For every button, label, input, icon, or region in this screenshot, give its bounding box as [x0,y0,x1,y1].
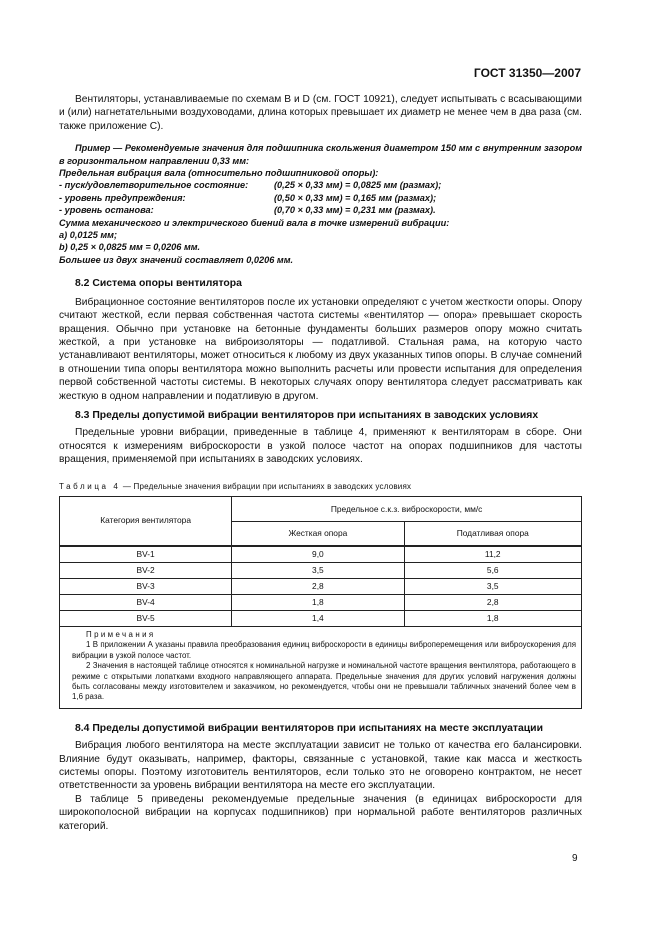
example-shaft-limit: Предельная вибрация вала (относительно подшипниковой опоры): [59,168,379,179]
example-title: Пример — Рекомендуемые значения для подшипника скольжения диаметром 150 мм с внутренним зазором в горизонтальном направлении 0,33 мм: [59,143,582,166]
note-number: 2 [86,661,91,671]
notes-title: Примечания [86,629,156,639]
example-row-value: (0,50 × 0,33 мм) = 0,165 мм (размах); [274,192,437,203]
cell-rigid: 1,8 [232,594,404,610]
cell-category: BV-3 [60,578,232,594]
cell-flexible: 2,8 [404,594,582,610]
cell-category: BV-4 [60,594,232,610]
section-text-8-4-a: Вибрация любого вентилятора на месте эксплуатации зависит не только от качества его балансировки. Влияние будут оказывать, например, факторы, связанные с установкой, такие как масса и жесткость системы опоры. Поэтому изготовитель вентиляторов, если только это не оговорено контрактом, не несет ответственности за уровень вибрации вентилятора на месте его эксплуатации. [59,740,582,792]
example-result: Большее из двух значений составляет 0,0206 мм. [59,254,294,265]
table-header-group: Предельное с.к.з. виброскорости, мм/с [232,496,582,522]
cell-rigid: 9,0 [232,546,404,563]
table-header-flexible: Податливая опора [404,522,582,546]
example-row-value: (0,25 × 0,33 мм) = 0,0825 мм (размах); [274,180,442,191]
cell-category: BV-1 [60,546,232,563]
cell-rigid: 2,8 [232,578,404,594]
table-row [60,546,582,563]
table-caption-text: — Предельные значения вибрации при испытаниях в заводских условиях [120,481,412,491]
table-caption-prefix: Таблица 4 [59,481,121,491]
cell-flexible: 5,6 [404,562,582,578]
table-row [60,594,582,610]
example-runout-sum: Сумма механического и электрического биений вала в точке измерений вибрации: [59,217,450,228]
note-number: 1 [86,640,91,650]
cell-flexible: 3,5 [404,578,582,594]
table-note [72,640,576,661]
section-heading-8-3: 8.3 Пределы допустимой вибрации вентиляторов при испытаниях в заводских условиях [75,409,539,421]
example-row-value: (0,70 × 0,33 мм) = 0,231 мм (размах). [274,205,436,216]
section-text-8-3: Предельные уровни вибрации, приведенные в таблице 4, применяют к вентиляторам в сборе. Они относятся к измерениям виброскорости в узкой полосе частот на опорах подшипников для частоты вращения, применяемой при испытаниях в заводских условиях. [59,427,582,466]
section-heading-8-4: 8.4 Пределы допустимой вибрации вентиляторов при испытаниях на месте эксплуатации [75,722,543,734]
example-row [59,192,582,204]
table-note [72,661,576,703]
section-heading-8-2: 8.2 Система опоры вентилятора [75,278,242,290]
cell-flexible: 11,2 [404,546,582,563]
example-row-label: - пуск/удовлетворительное состояние: [59,180,249,191]
page-content [59,93,582,833]
cell-flexible: 1,8 [404,610,582,626]
cell-rigid: 1,4 [232,610,404,626]
cell-rigid: 3,5 [232,562,404,578]
vibration-limits-table [59,496,582,709]
example-row [59,204,582,216]
intro-paragraph: Вентиляторы, устанавливаемые по схемам B и D (см. ГОСТ 10921), следует испытывать с всасывающими и (или) нагнетательными воздуховодами, длина которых превышает их диаметр не менее чем в два раза (см. также приложение С). [59,94,582,132]
example-row-label: - уровень предупреждения: [59,192,186,203]
table-header-rigid: Жесткая опора [232,522,404,546]
table-notes [60,626,582,708]
example-item-a: a) 0,0125 мм; [59,230,118,241]
example-row [59,179,582,191]
example-block [59,142,582,266]
section-text-8-4-b: В таблице 5 приведены рекомендуемые предельные значения (в единицах виброскорости для широкополосной вибрации на корпусах подшипников) при нормальной работе вентиляторов различных категорий. [59,793,582,832]
table-header-category: Категория вентилятора [60,496,232,546]
cell-category: BV-2 [60,562,232,578]
table-row [60,562,582,578]
example-row-label: - уровень останова: [59,205,154,216]
cell-category: BV-5 [60,610,232,626]
table-row [60,578,582,594]
note-text: В приложении А указаны правила преобразования единиц виброскорости в единицы виброперемещения или виброускорения для вибрации в узкой полосе частот. [72,640,576,660]
example-item-b: b) 0,25 × 0,0825 мм = 0,0206 мм. [59,242,201,253]
table-row [60,610,582,626]
page-number: 9 [572,853,578,864]
section-text-8-2: Вибрационное состояние вентиляторов после их установки определяют с учетом жесткости опоры. Опору считают жесткой, если первая собственная частота системы «вентилятор — опора» превышает скорость вращения. Обычно при установке на бетонные фундаменты больших размеров опору можно считать жесткой, а при установке на виброизоляторы — податливой. Стальная рама, на которую часто устанавливают вентиляторы, может относиться к любому из двух указанных типов опоры. В случае сомнений в отношении типа опоры вентилятора можно выполнить расчеты или провести испытания для определения первой собственной частоты системы. В некоторых случаях опору вентилятора следует рассматривать как жесткую в одном направлении и податливую в другом. [59,296,582,402]
document-code: ГОСТ 31350—2007 [473,66,581,80]
note-text: Значения в настоящей таблице относятся к номинальной нагрузке и номинальной частоте вращения вентилятора, работающего в режиме с открытыми лопатками входного направляющего аппарата. Предельные значения для других условий нагружения должны быть согласованы между изготовителем и заказчиком, но рекомендуется, чтобы они не превышали табличных значений более чем в 1,6 раза. [72,661,576,702]
table-caption [59,480,582,493]
